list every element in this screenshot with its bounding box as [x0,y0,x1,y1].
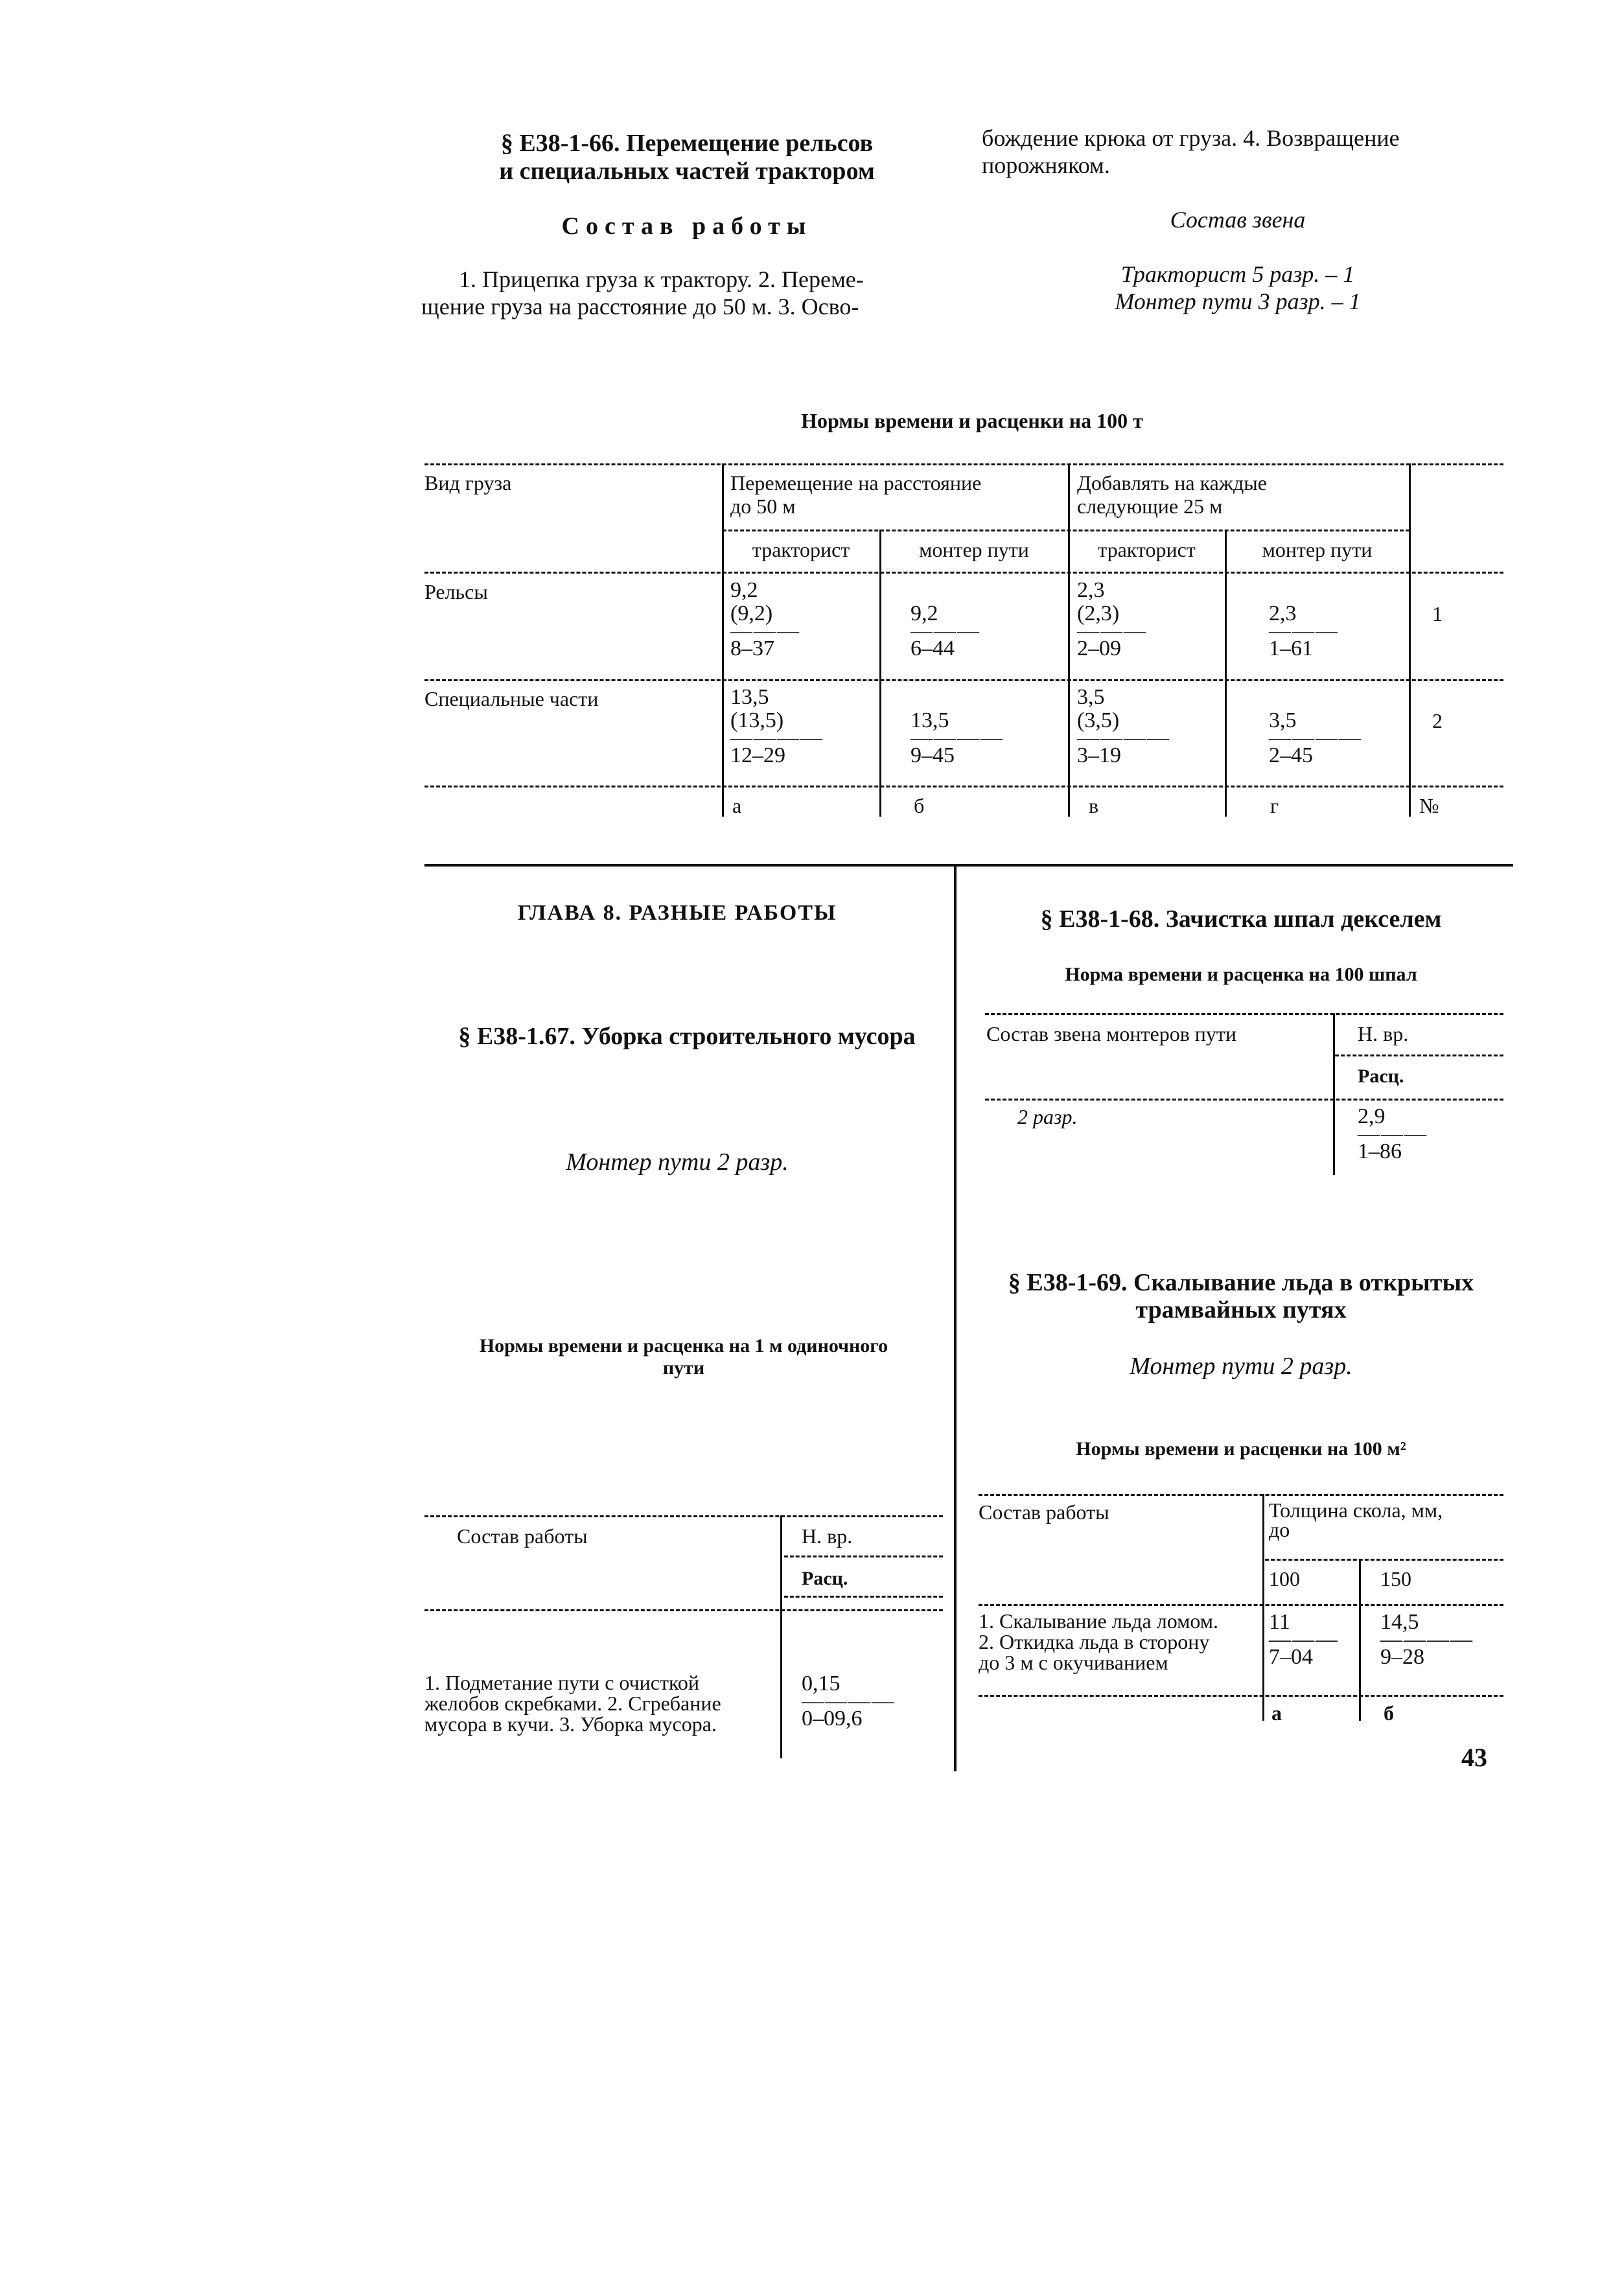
column-divider [954,864,957,1771]
s66-letter-v: в [1089,794,1099,817]
s67-work: 1. Подметание пути с очисткой желобов скребками. 2. Сгребание мусора в кучи. 3. Уборка мусора. [424,1671,721,1736]
s66-work-line2: щение груза на расстояние до 50 м. 3. Осво- [421,294,859,320]
s66-row1-a: 9,2 (9,2) ——— 8–37 [730,578,800,660]
s66-crew-1: Тракторист 5 разр. – 1 [1120,261,1355,287]
s66-title-line2: и специальных частей трактором [499,157,875,185]
s66-col-cargo: Вид груза [424,471,512,495]
s66-title-line1: § Е38-1-66. Перемещение рельсов [500,130,874,157]
s66-crew-2: Монтер пути 3 разр. – 1 [1115,288,1361,314]
s66-sostav-heading: Состав работы [561,213,813,240]
s66-sub-tractor-v: тракторист [1098,538,1196,561]
s68-col-nvr: Н. вр. [1358,1022,1409,1045]
s68-row-crew: 2 разр. [1017,1105,1078,1128]
s66-table-caption: Нормы времени и расценки на 100 т [801,409,1143,432]
s69-caption: Нормы времени и расценки на 100 м² [1076,1438,1406,1460]
s69-letter-b: б [1384,1701,1394,1725]
s68-caption: Норма времени и расценка на 100 шпал [1065,964,1417,985]
chapter-title: ГЛАВА 8. РАЗНЫЕ РАБОТЫ [517,901,837,925]
s69-values-b: 14,5 ———— 9–28 [1380,1610,1474,1669]
s67-values: 0,15 ———— 0–09,6 [802,1672,895,1730]
s66-letter-g: г [1270,794,1279,817]
s66-row2-v: 3,5 (3,5) ———— 3–19 [1077,685,1170,767]
s67-caption: Нормы времени и расценка на 1 м одиночного пути [479,1335,888,1379]
s66-row2-b: 13,5 ———— 9–45 [911,708,1004,767]
s66-work-line4: порожняком. [982,152,1110,178]
s66-crew-heading: Состав звена [1170,207,1306,233]
s66-letter-b: б [914,794,925,817]
s67-crew: Монтер пути 2 разр. [566,1148,789,1176]
s67-title: § Е38-1.67. Уборка строительного мусора [458,1023,916,1050]
s66-row2-a: 13,5 (13,5) ———— 12–29 [730,685,824,767]
s66-row1-g: 2,3 ——— 1–61 [1269,601,1339,660]
s69-title: § Е38-1-69. Скалывание льда в открытых трамвайных путях [1008,1269,1474,1323]
s67-col-work: Состав работы [457,1524,588,1548]
s66-sub-tractor-a: тракторист [752,538,850,561]
page-number: 43 [1461,1743,1487,1772]
s66-row1-b: 9,2 ——— 6–44 [911,601,980,660]
s69-letter-a: а [1271,1701,1282,1725]
s66-work-line3: бождение крюка от груза. 4. Возвращение [982,125,1400,151]
s66-row1-num: 1 [1432,602,1443,625]
s68-title: § Е38-1-68. Зачистка шпал декселем [1040,905,1442,933]
s69-col-thick: Толщина скола, мм, до [1269,1498,1443,1541]
s66-work-line1: 1. Прицепка груза к трактору. 2. Переме- [459,266,864,292]
s69-work: 1. Скалывание льда ломом. 2. Откидка льда в сторону до 3 м с окучиванием [979,1609,1218,1674]
s66-sub-monter-g: монтер пути [1262,538,1373,561]
s66-letter-num: № [1419,794,1439,817]
s66-row2-g: 3,5 ———— 2–45 [1269,708,1362,767]
s66-row2-num: 2 [1432,709,1443,732]
s69-col-150: 150 [1380,1567,1411,1591]
section-divider [424,864,1513,867]
s68-values: 2,9 ——— 1–86 [1358,1104,1428,1163]
s68-col-crew: Состав звена монтеров пути [986,1022,1237,1045]
s69-col-work: Состав работы [979,1500,1109,1524]
s67-col-nvr: Н. вр. [802,1524,853,1548]
s66-row1-name: Рельсы [424,580,488,603]
s66-col-add: Добавлять на каждые следующие 25 м [1077,471,1267,518]
s66-row2-name: Специальные части [424,687,599,710]
s69-col-100: 100 [1269,1567,1300,1591]
s66-row1-v: 2,3 (2,3) ——— 2–09 [1077,578,1147,660]
s66-letter-a: а [732,794,742,817]
s67-col-rasc: Расц. [802,1568,848,1589]
s66-sub-monter-b: монтер пути [919,538,1029,561]
s69-crew: Монтер пути 2 разр. [1130,1353,1352,1380]
s68-col-rasc: Расц. [1358,1066,1404,1087]
s69-values-a: 11 ——— 7–04 [1269,1610,1339,1669]
s66-col-move: Перемещение на расстояние до 50 м [730,471,982,518]
